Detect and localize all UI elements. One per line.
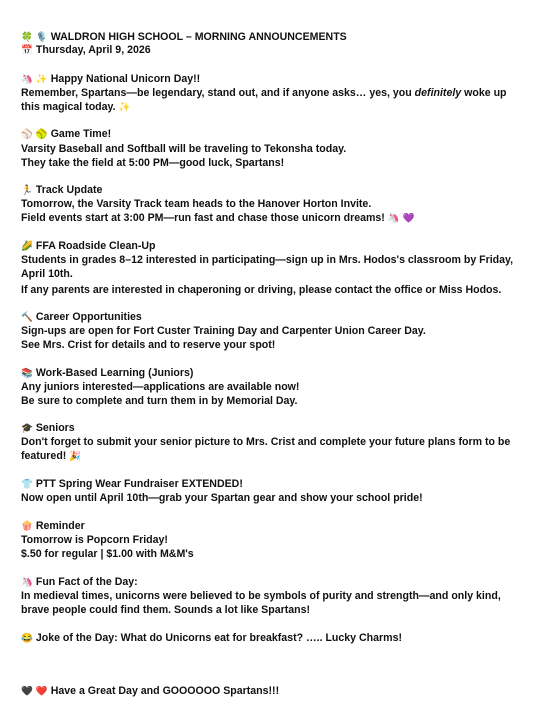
section-heading: PTT Spring Wear Fundraiser EXTENDED! <box>35 478 243 490</box>
career-line-2: See Mrs. Crist for details and to reserve your spot! <box>21 339 276 351</box>
section-heading: Track Update <box>35 184 103 196</box>
wbl-heading <box>21 367 526 381</box>
track-heading <box>21 184 526 198</box>
reminder-heading <box>21 520 526 534</box>
clover-icon: 🍀 <box>21 32 33 43</box>
unicorn-day-heading <box>21 73 526 87</box>
joke-line <box>21 632 526 646</box>
ffa-line-1: Students in grades 8–12 interested in participating—sign up in Mrs. Hodos's classroom by Friday, <box>21 254 514 266</box>
header-title-line <box>21 31 526 45</box>
unicorn-day-line-2 <box>21 101 526 115</box>
header-date-line <box>21 44 526 58</box>
softball-icon: 🥎 <box>35 129 48 140</box>
unicorn-day-line-1 <box>21 87 526 101</box>
section-heading: Game Time! <box>50 128 112 140</box>
section-heading: Reminder <box>35 520 85 532</box>
emphasis-text: definitely <box>414 87 462 99</box>
reminder-line-1: Tomorrow is Popcorn Friday! <box>21 534 168 546</box>
seniors-line-1: Don't forget to submit your senior picture to Mrs. Crist and complete your future plans form to be <box>21 436 511 448</box>
seniors-line-2 <box>21 450 526 464</box>
career-line-1: Sign-ups are open for Fort Custer Training Day and Carpenter Union Career Day. <box>21 325 426 337</box>
game-time-line-1: Varsity Baseball and Softball will be traveling to Tekonsha today. <box>21 143 347 155</box>
section-heading: Career Opportunities <box>35 311 142 323</box>
track-line-2 <box>21 212 526 226</box>
unicorn-icon: 🦄 <box>21 577 33 588</box>
joke-text: Joke of the Day: What do Unicorns eat for breakfast? ….. Lucky Charms! <box>35 632 402 644</box>
text-segment: featured! <box>21 450 67 462</box>
section-heading: Seniors <box>35 422 75 434</box>
career-heading <box>21 311 526 325</box>
books-icon: 📚 <box>21 368 33 379</box>
ptt-heading <box>21 478 526 492</box>
heart-icon: 💜 <box>402 213 415 224</box>
ffa-heading <box>21 240 526 254</box>
school-title: WALDRON HIGH SCHOOL – MORNING ANNOUNCEMENTS <box>50 31 347 43</box>
graduation-cap-icon: 🎓 <box>21 423 33 434</box>
ffa-line-2: April 10th. <box>21 268 73 280</box>
section-heading: Happy National Unicorn Day!! <box>50 73 201 85</box>
fun-fact-line-1: In medieval times, unicorns were believed to be symbols of purity and strength—and only kind, <box>21 590 501 602</box>
wbl-line-1: Any juniors interested—applications are available now! <box>21 381 300 393</box>
section-heading: FFA Roadside Clean-Up <box>35 240 156 252</box>
hammer-icon: 🔨 <box>21 312 33 323</box>
seniors-heading <box>21 422 526 436</box>
text-segment: this magical today. <box>21 101 116 113</box>
footer-text: Have a Great Day and GOOOOOO Spartans!!! <box>50 685 280 697</box>
corn-icon: 🌽 <box>21 241 33 252</box>
footer-line <box>21 685 526 699</box>
sparkles-icon: ✨ <box>118 102 131 113</box>
baseball-icon: ⚾ <box>21 129 33 140</box>
game-time-line-2: They take the field at 5:00 PM—good luck, Spartans! <box>21 157 285 169</box>
unicorn-icon: 🦄 <box>387 213 400 224</box>
text-segment: Remember, Spartans—be legendary, stand out, and if anyone asks… yes, you <box>21 87 415 99</box>
wbl-line-2: Be sure to complete and turn them in by Memorial Day. <box>21 395 298 407</box>
popcorn-icon: 🍿 <box>21 521 33 532</box>
tshirt-icon: 👕 <box>21 479 33 490</box>
game-time-heading <box>21 128 526 142</box>
track-line-1: Tomorrow, the Varsity Track team heads to the Hanover Horton Invite. <box>21 198 372 210</box>
section-heading: Work-Based Learning (Juniors) <box>35 367 194 379</box>
unicorn-icon: 🦄 <box>21 74 33 85</box>
black-heart-icon: 🖤 <box>21 686 33 697</box>
text-segment: Field events start at 3:00 PM—run fast and chase those unicorn dreams! <box>21 212 385 224</box>
calendar-icon: 📅 <box>21 45 33 56</box>
microphone-icon: 🎙️ <box>35 32 48 43</box>
announcement-date: Thursday, April 9, 2026 <box>35 44 151 56</box>
ptt-line-1: Now open until April 10th—grab your Spartan gear and show your school pride! <box>21 492 423 504</box>
fun-fact-heading <box>21 576 526 590</box>
runner-icon: 🏃 <box>21 185 33 196</box>
laughing-face-icon: 😂 <box>21 633 33 644</box>
reminder-line-2: $.50 for regular | $1.00 with M&M's <box>21 548 194 560</box>
text-segment: woke up <box>461 87 507 99</box>
fun-fact-line-2: brave people could find them. Sounds a lot like Spartans! <box>21 604 311 616</box>
ffa-line-3: If any parents are interested in chaperoning or driving, please contact the office or Miss Hodos. <box>21 284 502 296</box>
sparkles-icon: ✨ <box>35 74 48 85</box>
red-heart-icon: ❤️ <box>35 686 48 697</box>
party-popper-icon: 🎉 <box>69 451 82 462</box>
section-heading: Fun Fact of the Day: <box>35 576 138 588</box>
